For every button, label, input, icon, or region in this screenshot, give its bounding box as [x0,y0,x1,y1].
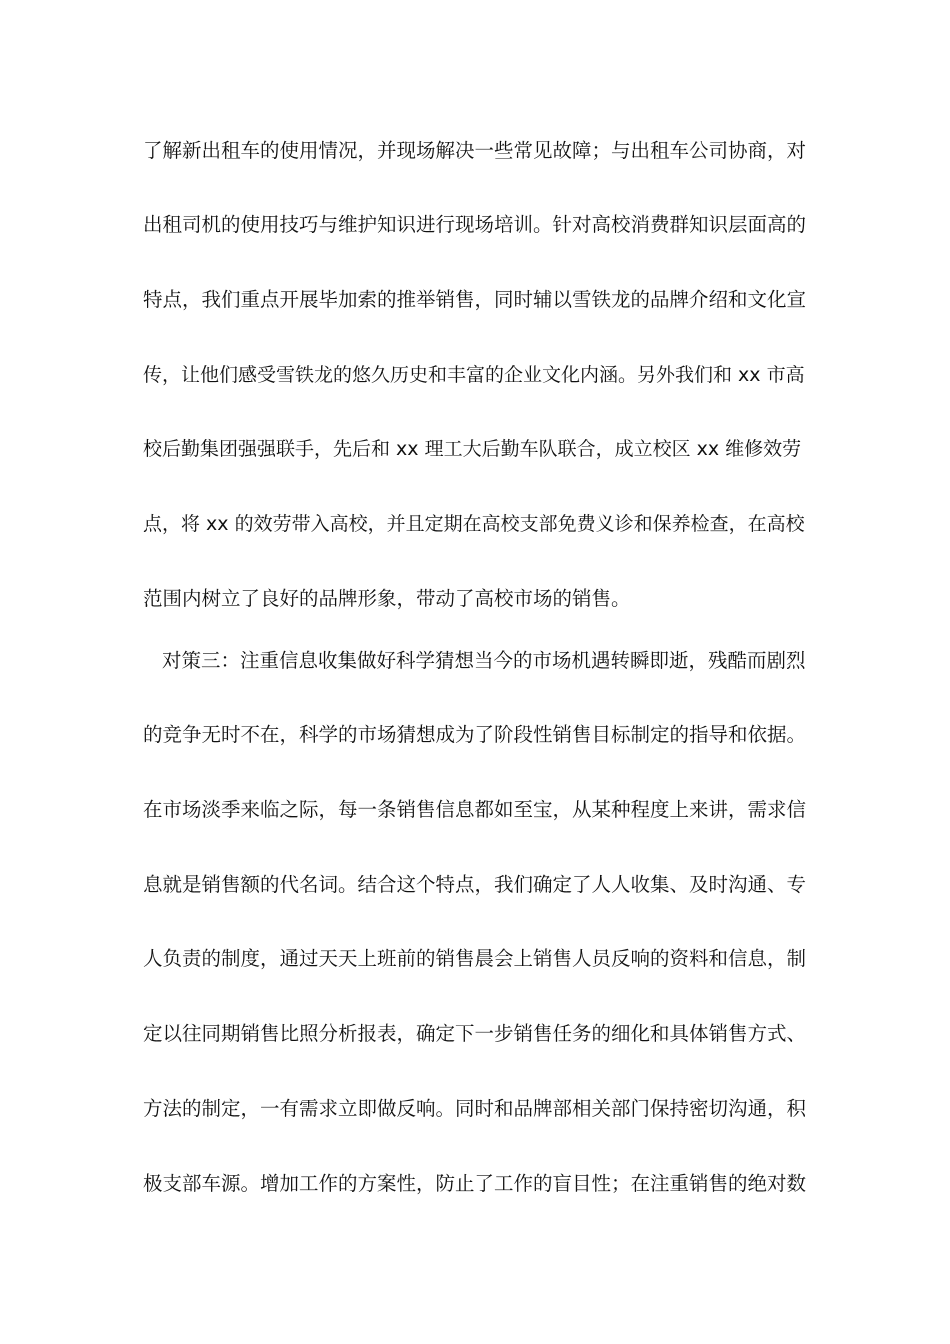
body-text-line: 传，让他们感受雪铁龙的悠久历史和丰富的企业文化内涵。另外我们和 xx 市高 [143,364,805,386]
body-text-line: 点，将 xx 的效劳带入高校，并且定期在高校支部免费义诊和保养检查，在高校 [143,513,805,535]
body-text-line: 的竞争无时不在，科学的市场猜想成为了阶段性销售目标制定的指导和依据。 [143,723,807,746]
body-text-line: 出租司机的使用技巧与维护知识进行现场培训。针对高校消费群知识层面高的 [143,213,807,236]
body-text-line: 极支部车源。增加工作的方案性，防止了工作的盲目性；在注重销售的绝对数 [143,1172,807,1195]
body-text-line: 特点，我们重点开展毕加索的推举销售，同时辅以雪铁龙的品牌介绍和文化宣 [143,288,807,311]
body-text-line: 方法的制定，一有需求立即做反响。同时和品牌部相关部门保持密切沟通，积 [143,1097,807,1120]
body-text-line: 校后勤集团强强联手，先后和 xx 理工大后勤车队联合，成立校区 xx 维修效劳 [143,438,802,460]
paragraph-start-line: 对策三：注重信息收集做好科学猜想当今的市场机遇转瞬即逝，残酷而剧烈 [162,649,806,672]
body-text-line: 息就是销售额的代名词。结合这个特点，我们确定了人人收集、及时沟通、专 [143,873,807,896]
body-text-line: 定以往同期销售比照分析报表，确定下一步销售任务的细化和具体销售方式、 [143,1022,807,1045]
body-text-line: 人负责的制度，通过天天上班前的销售晨会上销售人员反响的资料和信息，制 [143,947,807,970]
body-text-line: 在市场淡季来临之际，每一条销售信息都如至宝，从某种程度上来讲，需求信 [143,798,807,821]
body-text-line: 范围内树立了良好的品牌形象，带动了高校市场的销售。 [143,587,631,610]
body-text-line: 了解新出租车的使用情况，并现场解决一些常见故障；与出租车公司协商，对 [143,139,807,162]
